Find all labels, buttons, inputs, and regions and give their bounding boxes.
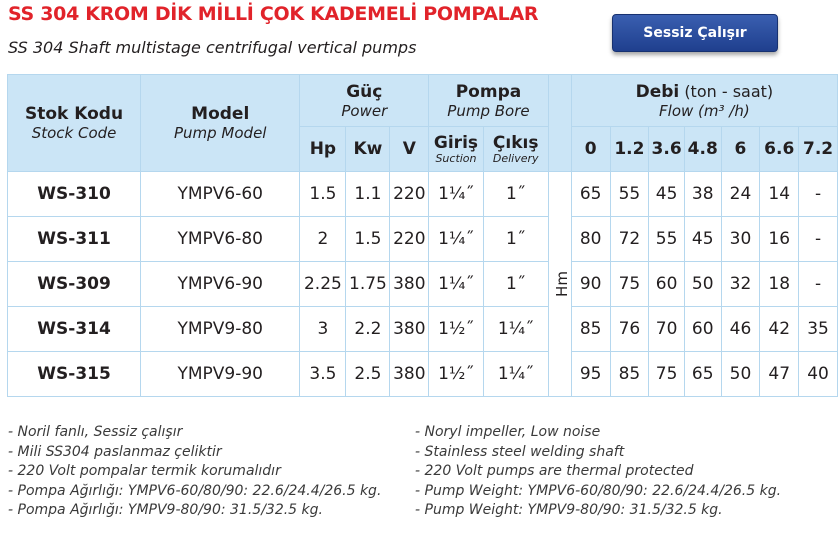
flow-point-header: 6 (721, 127, 760, 172)
notes-english (415, 423, 781, 521)
suction-header (429, 127, 483, 172)
flow-point-header: 6.6 (760, 127, 799, 172)
table-header-row (8, 75, 838, 127)
hp-cell: 2.25 (300, 262, 346, 307)
bore-sublabel: Pump Bore (447, 101, 530, 120)
hm-cell: 45 (649, 172, 685, 217)
page-subtitle: SS 304 Shaft multistage centrifugal vertical pumps (8, 38, 417, 57)
hm-axis-cell (548, 172, 571, 397)
note-item: - Pump Weight: YMPV6-60/80/90: 22.6/24.4/26.5 kg. (415, 482, 782, 499)
stock-code-cell: WS-314 (8, 307, 141, 352)
suction-cell: 1¼˝ (429, 262, 483, 307)
hm-cell: - (799, 172, 838, 217)
delivery-label: Çıkış (492, 133, 539, 153)
delivery-sublabel: Delivery (492, 152, 539, 165)
stock-code-cell: WS-315 (8, 352, 141, 397)
hm-cell: 60 (684, 307, 721, 352)
hp-header: Hp (300, 127, 346, 172)
suction-cell: 1½˝ (429, 352, 483, 397)
model-label: Model (191, 104, 250, 124)
stock-code-sublabel: Stock Code (31, 124, 117, 142)
hp-cell: 2 (300, 217, 346, 262)
suction-cell: 1½˝ (429, 307, 483, 352)
hm-cell: 75 (649, 352, 685, 397)
hp-cell: 1.5 (300, 172, 346, 217)
bore-header (429, 75, 548, 127)
hm-cell: 38 (684, 172, 721, 217)
hm-cell: 18 (760, 262, 799, 307)
hm-header-spacer (548, 75, 571, 172)
note-item: - Stainless steel welding shaft (415, 443, 625, 460)
model-sublabel: Pump Model (173, 124, 267, 142)
delivery-cell: 1˝ (483, 217, 548, 262)
hm-cell: 16 (760, 217, 799, 262)
hm-cell: 24 (721, 172, 760, 217)
hm-cell: - (799, 217, 838, 262)
hm-cell: 90 (571, 262, 610, 307)
flow-unit-label: (ton - saat) (684, 81, 774, 101)
model-cell: YMPV6-60 (141, 172, 300, 217)
stock-code-label: Stok Kodu (24, 104, 124, 124)
flow-point-header: 0 (571, 127, 610, 172)
hm-cell: 85 (610, 352, 649, 397)
volt-header: V (390, 127, 429, 172)
kw-cell: 1.5 (346, 217, 390, 262)
note-item: - Noril fanlı, Sessiz çalışır (8, 424, 183, 440)
note-item: - Pompa Ağırlığı: YMPV6-60/80/90: 22.6/24.4/26.5 kg. (8, 482, 382, 499)
stock-code-cell: WS-311 (8, 217, 141, 262)
delivery-cell: 1¼˝ (483, 307, 548, 352)
flow-sublabel: Flow (m³ /h) (659, 101, 750, 120)
page-title: SS 304 KROM DİK MİLLİ ÇOK KADEMELİ POMPALAR (8, 3, 539, 25)
hm-cell: 55 (610, 172, 649, 217)
hp-cell: 3 (300, 307, 346, 352)
hm-cell: 76 (610, 307, 649, 352)
hm-label: Hm (552, 271, 571, 297)
hm-cell: 72 (610, 217, 649, 262)
kw-cell: 1.75 (346, 262, 390, 307)
hm-cell: 80 (571, 217, 610, 262)
table-row (8, 172, 838, 217)
suction-sublabel: Suction (435, 152, 477, 165)
silent-badge: Sessiz Çalışır (612, 14, 778, 52)
model-cell: YMPV6-90 (141, 262, 300, 307)
hp-cell: 3.5 (300, 352, 346, 397)
hm-cell: 32 (721, 262, 760, 307)
hm-cell: 45 (684, 217, 721, 262)
flow-point-header: 4.8 (684, 127, 721, 172)
table-row (8, 217, 838, 262)
flow-point-header: 7.2 (799, 127, 838, 172)
hm-cell: 50 (684, 262, 721, 307)
hm-cell: 65 (571, 172, 610, 217)
suction-label: Giriş (433, 133, 479, 153)
table-row (8, 307, 838, 352)
delivery-header (483, 127, 548, 172)
power-header (300, 75, 429, 127)
flow-label: Debi (635, 81, 680, 102)
kw-cell: 2.5 (346, 352, 390, 397)
delivery-cell: 1˝ (483, 262, 548, 307)
volt-cell: 380 (390, 262, 429, 307)
pump-spec-table (7, 74, 838, 397)
note-item: - 220 Volt pumps are thermal protected (415, 463, 694, 479)
stock-code-cell: WS-309 (8, 262, 141, 307)
hm-cell: 47 (760, 352, 799, 397)
hm-cell: 14 (760, 172, 799, 217)
note-item: - 220 Volt pompalar termik korumalıdır (8, 463, 281, 479)
volt-cell: 220 (390, 217, 429, 262)
kw-cell: 2.2 (346, 307, 390, 352)
delivery-cell: 1¼˝ (483, 352, 548, 397)
stock-code-cell: WS-310 (8, 172, 141, 217)
note-item: - Pompa Ağırlığı: YMPV9-80/90: 31.5/32.5 kg. (8, 502, 323, 518)
volt-cell: 380 (390, 307, 429, 352)
hm-cell: 30 (721, 217, 760, 262)
hm-cell: 60 (649, 262, 685, 307)
model-header (141, 75, 300, 172)
stock-code-header (8, 75, 141, 172)
model-cell: YMPV6-80 (141, 217, 300, 262)
hm-cell: 50 (721, 352, 760, 397)
model-cell: YMPV9-90 (141, 352, 300, 397)
volt-cell: 380 (390, 352, 429, 397)
hm-cell: 46 (721, 307, 760, 352)
suction-cell: 1¼˝ (429, 217, 483, 262)
flow-point-header: 3.6 (649, 127, 685, 172)
note-item: - Noryl impeller, Low noise (415, 424, 601, 440)
hm-cell: 42 (760, 307, 799, 352)
hm-cell: 85 (571, 307, 610, 352)
volt-cell: 220 (390, 172, 429, 217)
flow-header (571, 75, 837, 127)
flow-point-header: 1.2 (610, 127, 649, 172)
power-sublabel: Power (341, 101, 388, 120)
table-row (8, 352, 838, 397)
hm-cell: 65 (684, 352, 721, 397)
bore-label: Pompa (455, 81, 522, 102)
hm-cell: 40 (799, 352, 838, 397)
hm-cell: 55 (649, 217, 685, 262)
hm-cell: 75 (610, 262, 649, 307)
model-cell: YMPV9-80 (141, 307, 300, 352)
kw-header: Kw (346, 127, 390, 172)
hm-cell: 70 (649, 307, 685, 352)
note-item: - Mili SS304 paslanmaz çeliktir (8, 443, 222, 460)
power-label: Güç (346, 81, 383, 102)
hm-cell: 95 (571, 352, 610, 397)
table-row (8, 262, 838, 307)
hm-cell: - (799, 262, 838, 307)
suction-cell: 1¼˝ (429, 172, 483, 217)
delivery-cell: 1˝ (483, 172, 548, 217)
notes-turkish (8, 423, 381, 521)
hm-cell: 35 (799, 307, 838, 352)
kw-cell: 1.1 (346, 172, 390, 217)
note-item: - Pump Weight: YMPV9-80/90: 31.5/32.5 kg. (415, 502, 723, 518)
